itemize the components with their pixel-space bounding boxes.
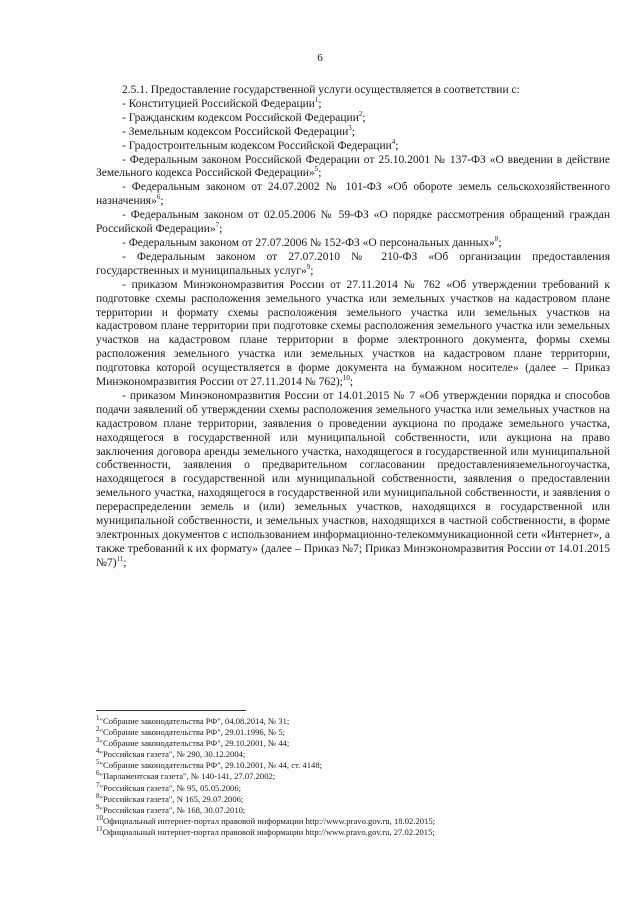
item-terminator: ;	[123, 556, 127, 569]
intro-paragraph: 2.5.1. Предоставление государственной услуги осуществляется в соответствии с:	[122, 84, 520, 96]
item-terminator: ;	[362, 111, 366, 124]
item-terminator: ;	[219, 223, 223, 236]
footnote-ref: 6	[156, 193, 161, 202]
footnote	[96, 716, 610, 727]
page-number: 6	[317, 52, 323, 64]
footnote-text: Официальный интернет-портал правовой информации http://www.pravo.gov.ru, 27.02.2015;	[102, 826, 435, 837]
item-terminator: ;	[498, 236, 502, 249]
legal-basis-item	[96, 109, 610, 126]
footnote-number: 4	[96, 747, 100, 756]
legal-basis-text: - приказом Минэкономразвития России от 14.01.2015 № 7 «Об утверждении порядка и способов подачи заявлений об утверждении схемы расположения земельного участка или земельных участков на кадастровом плане территории, заявления о проведении аукциона по продаже земельного участка, находящегося в государственной или муниципальной собственности, или аукциона на право заключения договора аренды земельного участка, находящегося в государственной или муниципальной собственности, заявления о предварительном согласовании предоставленияземельногоучастка, находящегося в государственной или муниципальной собственности, заявления о предоставлении земельного участка, находящегося в государственной или муниципальной собственности, и заявления о перераспределении земель и (или) земельных участков, находящихся в государственной или муниципальной собственности, и земельных участков, находящихся в частной собственности, в форме электронных документов с использованием информационно-телекоммуникационной сети «Интернет», а также требований к их формату» (далее – Приказ №7; Приказ Минэкономразвития России от 14.01.2015 №7)	[96, 389, 610, 569]
footnote-number: 10	[96, 813, 103, 822]
footnote-text: "Российская газета", № 168, 30.07.2010;	[99, 804, 246, 815]
footnote-number: 2	[96, 725, 100, 734]
legal-basis-text: - Конституцией Российской Федерации	[122, 97, 315, 110]
footnote-ref: 4	[391, 137, 396, 146]
footnote	[96, 827, 610, 838]
footnote-text: "Собрание законодательства РФ", 04.08.2014, № 31;	[99, 716, 290, 726]
footnote	[96, 813, 610, 827]
item-terminator: ;	[310, 264, 314, 277]
legal-basis-text: - Гражданским кодексом Российской Федерации	[122, 111, 359, 124]
footnote-text: "Парламентская газета", № 140-141, 27.07.2002;	[99, 771, 276, 782]
footnote	[96, 802, 610, 816]
footnote-text: "Российская газета", № 95, 05.05.2006;	[99, 782, 242, 793]
footnote-number: 11	[96, 825, 103, 834]
legal-basis-text: - Федеральным законом от 24.07.2002 № 101-ФЗ «Об обороте земель сельскохозяйственного назначения»	[96, 181, 610, 208]
footnote-ref: 8	[494, 235, 499, 244]
footnote-ref: 2	[358, 109, 363, 118]
item-terminator: ;	[395, 139, 399, 152]
footnote-ref: 3	[348, 123, 352, 132]
legal-basis-text: - Земельным кодексом Российской Федерации	[122, 125, 349, 138]
footnote-ref: 11	[116, 554, 124, 563]
footnote-separator	[96, 710, 246, 711]
footnote	[96, 791, 610, 805]
footnote-number: 8	[96, 791, 100, 800]
item-terminator: ;	[351, 125, 355, 138]
footnote-ref: 1	[314, 96, 319, 105]
legal-basis-text: - Градостроительным кодексом Российской Федерации	[122, 139, 392, 152]
footnote-number: 3	[96, 736, 100, 745]
legal-basis-item	[96, 137, 610, 154]
footnote	[96, 727, 610, 738]
footnote-text: "Российская газета", N 165, 29.07.2006;	[99, 793, 244, 804]
footnote-ref: 5	[314, 165, 319, 174]
legal-basis-text: - приказом Минэкономразвития России от 27.11.2014 № 762 «Об утверждении требований к подготовке схемы расположения земельного участка или земельных участков на кадастровом плане территории и формату схемы расположения земельного участка или земельных участков на кадастровом плане территории при подготовке схемы расположения земельного участка или земельных участков на кадастровом плане территории в форме электронного документа, формы схемы расположения земельного участка или земельных участков на кадастровом плане территории, подготовка которой осуществляется в форме документа на бумажном носителе» (далее – Приказ Минэкономразвития России от 27.11.2014 № 762);	[96, 278, 610, 389]
footnote-text: Официальный интернет-портал правовой информации http://www.pravo.gov.ru, 18.02.2015;	[103, 815, 436, 826]
legal-basis-text: - Федеральным законом от 27.07.2006 № 152-ФЗ «О персональных данных»	[122, 236, 495, 249]
legal-basis-text: - Федеральным законом Российской Федерации от 25.10.2001 № 137-ФЗ «О введении в действие Земельного кодекса Российской Федерации»	[96, 153, 610, 180]
legal-basis-text: - Федеральным законом от 27.07.2010 № 210-ФЗ «Об организации предоставления государственных и муниципальных услуг»	[96, 250, 610, 277]
legal-basis-item	[96, 181, 610, 209]
legal-basis-item	[96, 390, 610, 571]
legal-basis-item	[96, 209, 610, 237]
footnote-number: 7	[96, 780, 100, 789]
footnote	[96, 749, 610, 760]
footnote-text: "Собрание законодательства РФ", 29.10.2001, № 44, ст. 4148;	[99, 760, 323, 771]
legal-basis-item	[96, 154, 610, 182]
footnote-text: "Собрание законодательства РФ", 29.10.2001, № 44;	[99, 738, 290, 749]
footnote-text: "Собрание законодательства РФ", 29.01.1996, № 5;	[99, 727, 286, 738]
footnote	[96, 771, 610, 782]
footnote-number: 5	[96, 758, 100, 767]
legal-basis-item	[96, 251, 610, 279]
document-body	[96, 84, 610, 571]
item-terminator: ;	[318, 97, 322, 110]
footnote-number: 9	[96, 802, 100, 811]
footnote-ref: 9	[306, 262, 311, 271]
item-terminator: ;	[318, 167, 322, 180]
footnote-ref: 10	[342, 374, 350, 383]
footnote	[96, 738, 610, 749]
legal-basis-text: - Федеральным законом от 02.05.2006 № 59-ФЗ «О порядке рассмотрения обращений граждан Российской Федерации»	[96, 209, 610, 236]
footnote-number: 6	[96, 769, 100, 778]
footnote	[96, 760, 610, 771]
footnote-text: "Российская газета", № 290, 30.12.2004;	[99, 749, 246, 760]
item-terminator: ;	[349, 376, 354, 389]
legal-basis-item	[96, 237, 610, 251]
legal-basis-item	[96, 279, 610, 390]
legal-basis-list	[96, 98, 610, 571]
footnote-number: 1	[96, 714, 100, 723]
footnote	[96, 780, 610, 794]
legal-basis-item	[96, 98, 610, 112]
footnotes	[96, 716, 610, 838]
footnote-ref: 7	[215, 221, 220, 230]
legal-basis-item	[96, 123, 610, 140]
item-terminator: ;	[160, 195, 164, 208]
